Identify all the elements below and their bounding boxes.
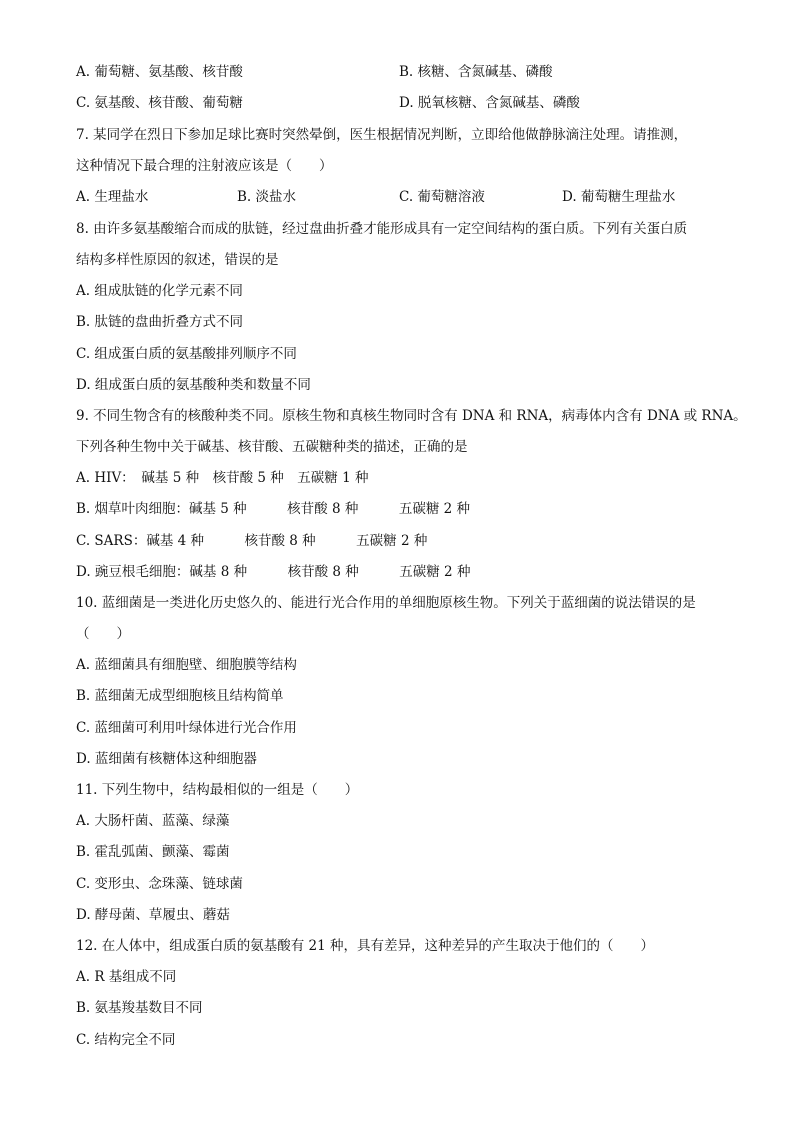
q8-option-d: D. 组成蛋白质的氨基酸种类和数量不同 — [76, 377, 311, 393]
prev-options-row-1 — [76, 61, 734, 83]
prev-option-a: A. 葡萄糖、氨基酸、核苷酸 — [76, 64, 243, 80]
q8-stem-line-2: 结构多样性原因的叙述，错误的是 — [76, 252, 279, 268]
q8-option-c: C. 组成蛋白质的氨基酸排列顺序不同 — [76, 346, 297, 362]
q9-option-b: B. 烟草叶肉细胞：碱基 5 种 核苷酸 8 种 五碳糖 2 种 — [76, 501, 471, 517]
q8-option-a: A. 组成肽链的化学元素不同 — [76, 283, 243, 299]
q7-option-b: B. 淡盐水 — [237, 189, 297, 205]
prev-option-b: B. 核糖、含氮碱基、磷酸 — [399, 64, 553, 80]
q10-option-b: B. 蓝细菌无成型细胞核且结构简单 — [76, 688, 284, 704]
q12-option-c: C. 结构完全不同 — [76, 1032, 176, 1048]
q9-option-d: D. 豌豆根毛细胞：碱基 8 种 核苷酸 8 种 五碳糖 2 种 — [76, 564, 471, 580]
q11-stem-line-1: 11. 下列生物中，结构最相似的一组是（ ） — [76, 782, 359, 798]
prev-option-d: D. 脱氧核糖、含氮碱基、磷酸 — [399, 95, 580, 111]
q10-stem-line-1: 10. 蓝细菌是一类进化历史悠久的、能进行光合作用的单细胞原核生物。下列关于蓝细菌的说法错误的是 — [76, 595, 696, 611]
q7-stem-line-1: 7. 某同学在烈日下参加足球比赛时突然晕倒，医生根据情况判断，立即给他做静脉滴注处理。请推测， — [76, 127, 688, 143]
q7-stem-line-2: 这种情况下最合理的注射液应该是（ ） — [76, 158, 333, 174]
q9-stem-line-2: 下列各种生物中关于碱基、核苷酸、五碳糖种类的描述，正确的是 — [76, 439, 468, 455]
q8-option-b: B. 肽链的盘曲折叠方式不同 — [76, 314, 244, 330]
q7-options-row — [76, 186, 734, 208]
q10-option-c: C. 蓝细菌可利用叶绿体进行光合作用 — [76, 720, 297, 736]
q7-option-a: A. 生理盐水 — [76, 189, 149, 205]
q11-option-a: A. 大肠杆菌、蓝藻、绿藻 — [76, 813, 230, 829]
q11-option-b: B. 霍乱弧菌、颤藻、霉菌 — [76, 844, 230, 860]
q12-option-a: A. R 基组成不同 — [76, 969, 177, 985]
q7-option-d: D. 葡萄糖生理盐水 — [562, 189, 676, 205]
q10-option-a: A. 蓝细菌具有细胞壁、细胞膜等结构 — [76, 657, 297, 673]
q8-stem-line-1: 8. 由许多氨基酸缩合而成的肽链，经过盘曲折叠才能形成具有一定空间结构的蛋白质。下列有关蛋白质 — [76, 221, 688, 237]
q9-stem-line-1: 9. 不同生物含有的核酸种类不同。原核生物和真核生物同时含有 DNA 和 RNA，病毒体内含有 DNA 或 RNA。 — [76, 408, 747, 424]
q10-option-d: D. 蓝细菌有核糖体这种细胞器 — [76, 751, 257, 767]
q10-stem-line-2: （ ） — [76, 626, 130, 642]
q12-stem-line-1: 12. 在人体中，组成蛋白质的氨基酸有 21 种，具有差异，这种差异的产生取决于他们的（ ） — [76, 938, 655, 954]
prev-options-row-2 — [76, 92, 734, 114]
q9-option-a: A. HIV： 碱基 5 种 核苷酸 5 种 五碳糖 1 种 — [76, 470, 369, 486]
prev-option-c: C. 氨基酸、核苷酸、葡萄糖 — [76, 95, 243, 111]
q11-option-c: C. 变形虫、念珠藻、链球菌 — [76, 876, 243, 892]
q12-option-b: B. 氨基羧基数目不同 — [76, 1000, 203, 1016]
q11-option-d: D. 酵母菌、草履虫、蘑菇 — [76, 907, 230, 923]
q9-option-c: C. SARS：碱基 4 种 核苷酸 8 种 五碳糖 2 种 — [76, 533, 428, 549]
q7-option-c: C. 葡萄糖溶液 — [399, 189, 485, 205]
